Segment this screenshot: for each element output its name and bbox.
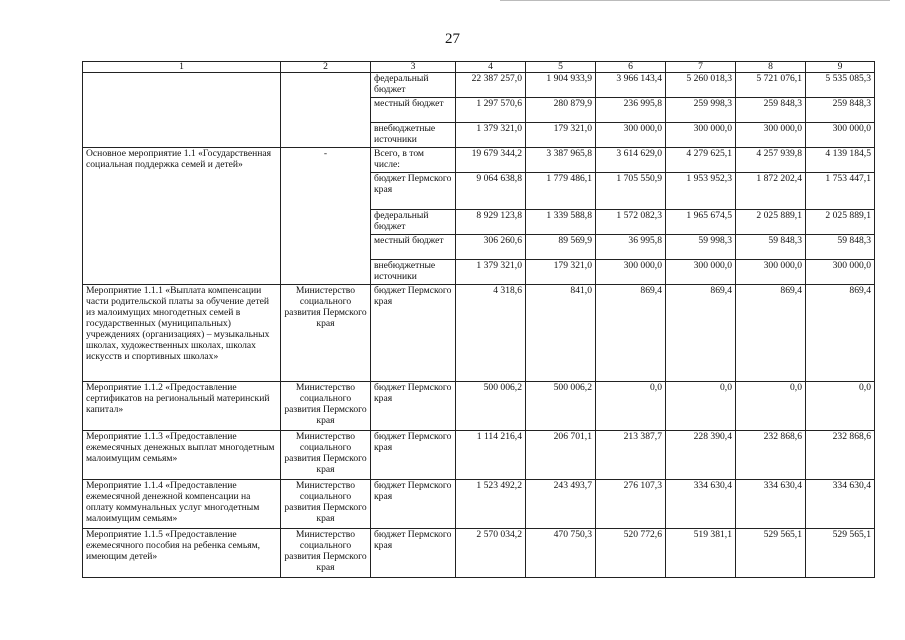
table-row (83, 529, 875, 578)
source-cell: местный бюджет (371, 98, 456, 123)
value-cell: 3 614 629,0 (596, 148, 666, 173)
value-cell: 300 000,0 (596, 123, 666, 148)
value-cell: 276 107,3 (596, 480, 666, 529)
value-cell: 243 493,7 (526, 480, 596, 529)
executor-cell: - (281, 148, 371, 285)
value-cell: 841,0 (526, 285, 596, 382)
source-cell: федеральный бюджет (371, 210, 456, 235)
value-cell: 1 339 588,8 (526, 210, 596, 235)
header-cell: 4 (456, 62, 526, 73)
activity-name-cell: Мероприятие 1.1.1 «Выплата компенсации части родительской платы за обучение детей из малоимущих многодетных семей в государственных (муниципальных) учреждениях (организациях) – музыкальных школах, художественных школах, школах искусств и спортивных школах» (83, 285, 281, 382)
header-cell: 5 (526, 62, 596, 73)
value-cell: 179 321,0 (526, 123, 596, 148)
value-cell: 529 565,1 (736, 529, 806, 578)
value-cell: 1 753 447,1 (806, 173, 875, 210)
value-cell: 869,4 (666, 285, 736, 382)
value-cell: 520 772,6 (596, 529, 666, 578)
source-cell: бюджет Пермского края (371, 480, 456, 529)
value-cell: 259 998,3 (666, 98, 736, 123)
header-cell: 7 (666, 62, 736, 73)
value-cell: 19 679 344,2 (456, 148, 526, 173)
value-cell: 1 965 674,5 (666, 210, 736, 235)
value-cell: 300 000,0 (806, 123, 875, 148)
value-cell: 1 379 321,0 (456, 123, 526, 148)
header-row (83, 62, 875, 73)
value-cell: 36 995,8 (596, 235, 666, 260)
value-cell: 1 572 082,3 (596, 210, 666, 235)
value-cell: 259 848,3 (806, 98, 875, 123)
value-cell: 59 848,3 (806, 235, 875, 260)
value-cell: 2 025 889,1 (736, 210, 806, 235)
value-cell: 334 630,4 (666, 480, 736, 529)
source-cell: бюджет Пермского края (371, 529, 456, 578)
value-cell: 300 000,0 (666, 260, 736, 285)
value-cell: 2 025 889,1 (806, 210, 875, 235)
value-cell: 8 929 123,8 (456, 210, 526, 235)
executor-cell: Министерство социального развития Пермского края (281, 382, 371, 431)
page-top-rule (500, 0, 890, 1)
source-cell: внебюджетные источники (371, 260, 456, 285)
table-row (83, 148, 875, 173)
source-cell: бюджет Пермского края (371, 382, 456, 431)
source-cell: местный бюджет (371, 235, 456, 260)
value-cell: 3 387 965,8 (526, 148, 596, 173)
value-cell: 59 848,3 (736, 235, 806, 260)
value-cell: 869,4 (806, 285, 875, 382)
value-cell: 259 848,3 (736, 98, 806, 123)
value-cell: 4 257 939,8 (736, 148, 806, 173)
value-cell: 1 953 952,3 (666, 173, 736, 210)
budget-table (82, 61, 875, 578)
source-cell: бюджет Пермского края (371, 431, 456, 480)
value-cell: 22 387 257,0 (456, 73, 526, 98)
value-cell: 0,0 (736, 382, 806, 431)
value-cell: 1 523 492,2 (456, 480, 526, 529)
header-cell: 9 (806, 62, 875, 73)
activity-name-cell: Основное мероприятие 1.1 «Государственная социальная поддержка семей и детей» (83, 148, 281, 285)
table-row (83, 382, 875, 431)
value-cell: 228 390,4 (666, 431, 736, 480)
table-row (83, 73, 875, 98)
activity-name-cell: Мероприятие 1.1.2 «Предоставление сертификатов на региональный материнский капитал» (83, 382, 281, 431)
header-cell: 8 (736, 62, 806, 73)
activity-name-cell: Мероприятие 1.1.4 «Предоставление ежемесячной денежной компенсации на оплату коммунальных услуг многодетным малоимущим семьям» (83, 480, 281, 529)
value-cell: 1 114 216,4 (456, 431, 526, 480)
table-row (83, 285, 875, 382)
source-cell: бюджет Пермского края (371, 285, 456, 382)
value-cell: 59 998,3 (666, 235, 736, 260)
source-cell: внебюджетные источники (371, 123, 456, 148)
value-cell: 300 000,0 (666, 123, 736, 148)
value-cell: 9 064 638,8 (456, 173, 526, 210)
value-cell: 869,4 (596, 285, 666, 382)
value-cell: 0,0 (666, 382, 736, 431)
value-cell: 206 701,1 (526, 431, 596, 480)
value-cell: 213 387,7 (596, 431, 666, 480)
value-cell: 2 570 034,2 (456, 529, 526, 578)
value-cell: 280 879,9 (526, 98, 596, 123)
table-row (83, 480, 875, 529)
value-cell: 1 297 570,6 (456, 98, 526, 123)
header-cell: 2 (281, 62, 371, 73)
value-cell: 529 565,1 (806, 529, 875, 578)
source-cell: федеральный бюджет (371, 73, 456, 98)
header-cell: 6 (596, 62, 666, 73)
value-cell: 1 779 486,1 (526, 173, 596, 210)
value-cell: 1 705 550,9 (596, 173, 666, 210)
value-cell: 0,0 (596, 382, 666, 431)
value-cell: 300 000,0 (736, 260, 806, 285)
value-cell: 179 321,0 (526, 260, 596, 285)
activity-name-cell: Мероприятие 1.1.5 «Предоставление ежемесячного пособия на ребенка семьям, имеющим детей» (83, 529, 281, 578)
executor-cell: Министерство социального развития Пермского края (281, 480, 371, 529)
value-cell: 519 381,1 (666, 529, 736, 578)
value-cell: 5 535 085,3 (806, 73, 875, 98)
value-cell: 334 630,4 (736, 480, 806, 529)
value-cell: 470 750,3 (526, 529, 596, 578)
value-cell: 5 260 018,3 (666, 73, 736, 98)
executor-cell: Министерство социального развития Пермского края (281, 431, 371, 480)
header-cell: 3 (371, 62, 456, 73)
value-cell: 236 995,8 (596, 98, 666, 123)
value-cell: 4 318,6 (456, 285, 526, 382)
value-cell: 1 904 933,9 (526, 73, 596, 98)
value-cell: 5 721 076,1 (736, 73, 806, 98)
value-cell: 1 872 202,4 (736, 173, 806, 210)
source-cell: бюджет Пермского края (371, 173, 456, 210)
page-number: 27 (445, 31, 460, 47)
header-cell: 1 (83, 62, 281, 73)
source-cell: Всего, в том числе: (371, 148, 456, 173)
value-cell: 232 868,6 (736, 431, 806, 480)
table-row (83, 431, 875, 480)
value-cell: 89 569,9 (526, 235, 596, 260)
value-cell: 300 000,0 (806, 260, 875, 285)
value-cell: 232 868,6 (806, 431, 875, 480)
value-cell: 306 260,6 (456, 235, 526, 260)
executor-cell: Министерство социального развития Пермского края (281, 529, 371, 578)
value-cell: 4 139 184,5 (806, 148, 875, 173)
continued-executor-cell (281, 73, 371, 148)
value-cell: 1 379 321,0 (456, 260, 526, 285)
value-cell: 334 630,4 (806, 480, 875, 529)
value-cell: 3 966 143,4 (596, 73, 666, 98)
activity-name-cell: Мероприятие 1.1.3 «Предоставление ежемесячных денежных выплат многодетным малоимущим семьям» (83, 431, 281, 480)
value-cell: 4 279 625,1 (666, 148, 736, 173)
value-cell: 500 006,2 (456, 382, 526, 431)
continued-name-cell (83, 73, 281, 148)
value-cell: 300 000,0 (596, 260, 666, 285)
executor-cell: Министерство социального развития Пермского края (281, 285, 371, 382)
value-cell: 500 006,2 (526, 382, 596, 431)
value-cell: 0,0 (806, 382, 875, 431)
value-cell: 869,4 (736, 285, 806, 382)
value-cell: 300 000,0 (736, 123, 806, 148)
